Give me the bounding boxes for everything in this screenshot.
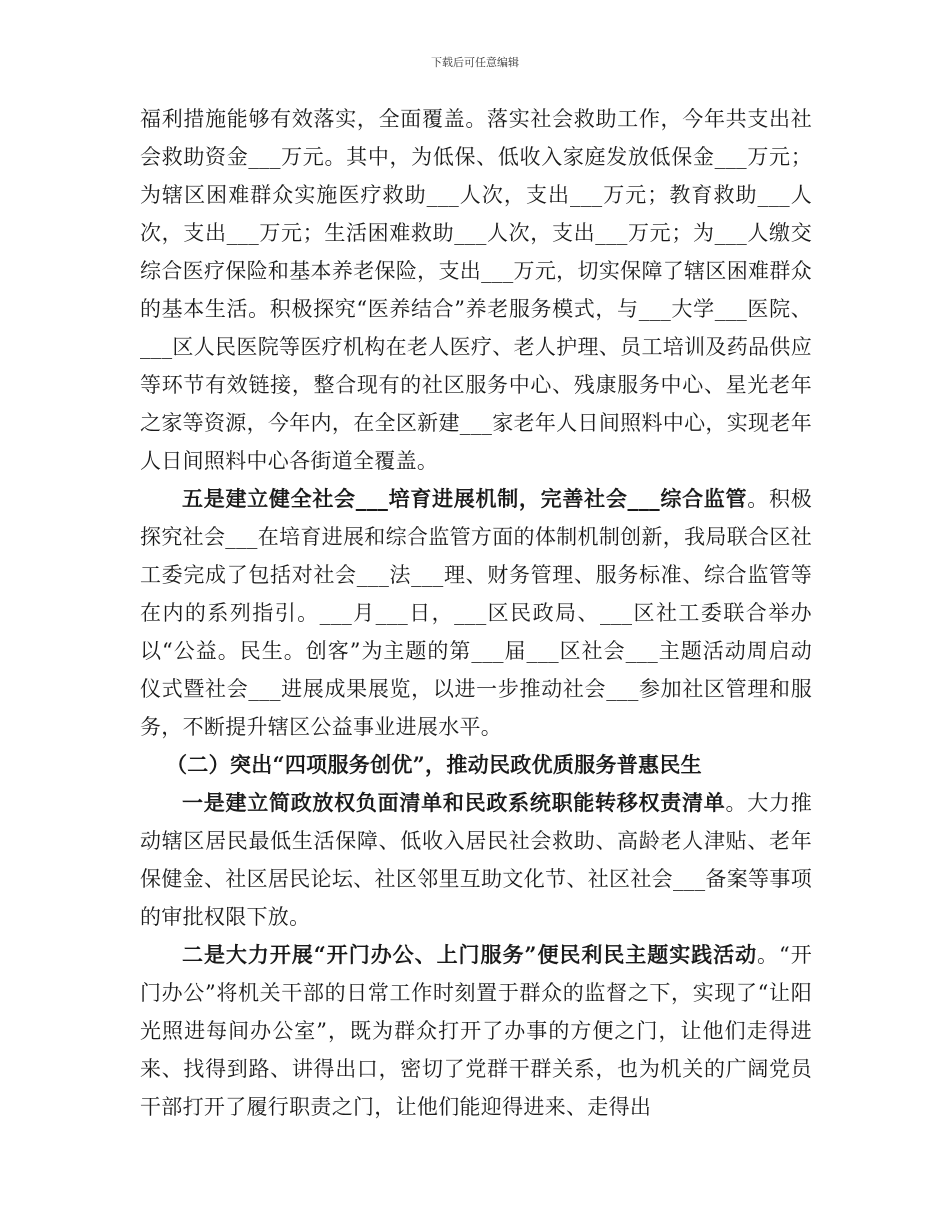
- paragraph-body: 。“开门办公”将机关干部的日常工作时刻置于群众的监督之下，实现了“让阳光照进每间办公室”，既为群众打开了办事的方便之门，让他们走得进来、找得到路、讲得出口，密切了党群干群关系，也为机关的广阔党员干部打开了履行职责之门，让他们能迎得进来、走得出: [140, 943, 812, 1119]
- paragraph-heading-five: 五是建立健全社会___培育进展机制，完善社会___综合监管: [182, 486, 748, 511]
- paragraph-heading-one: 一是建立简政放权负面清单和民政系统职能转移权责清单: [182, 790, 726, 815]
- paragraph-body: 。大力推动辖区居民最低生活保障、低收入居民社会救助、高龄老人津贴、老年保健金、社区居民论坛、社区邻里互助文化节、社区社会___备案等事项的审批权限下放。: [140, 791, 813, 929]
- paragraph-heading-two: 二是大力开展“开门办公、上门服务”便民利民主题实践活动: [182, 942, 758, 967]
- document-body: [140, 100, 812, 1126]
- paragraph-social-org: [140, 480, 812, 746]
- section-title-two: （二）突出“四项服务创优”，推动民政优质服务普惠民生: [166, 752, 702, 777]
- paragraph-open-office: [140, 936, 812, 1126]
- paragraph-welfare: 福利措施能够有效落实，全面覆盖。落实社会救助工作，今年共支出社会救助资金___万元。其中，为低保、低收入家庭发放低保金___万元；为辖区困难群众实施医疗救助___人次，支出___万元；教育救助___人次，支出___万元；生活困难救助___人次，支出___万元；为___人缴交综合医疗保险和基本养老保险，支出___万元，切实保障了辖区困难群众的基本生活。积极探究“医养结合”养老服务模式，与___大学___医院、___区人民医院等医疗机构在老人医疗、老人护理、员工培训及药品供应等环节有效链接，整合现有的社区服务中心、残康服务中心、星光老年之家等资源，今年内，在全区新建___家老年人日间照料中心，实现老年人日间照料中心各街道全覆盖。: [140, 107, 813, 473]
- paragraph-decentralization: [140, 784, 812, 936]
- page-header: 下载后可任意编辑: [431, 56, 519, 69]
- paragraph-body: 。积极探究社会___在培育进展和综合监管方面的体制机制创新，我局联合区社工委完成了包括对社会___法___理、财务管理、服务标准、综合监管等在内的系列指引。___月___日，___区民政局、___区社工委联合举办以“公益。民生。创客”为主题的第___届___区社会___主题活动周启动仪式暨社会___进展成果展览，以进一步推动社会___参加社区管理和服务，不断提升辖区公益事业进展水平。: [140, 487, 812, 739]
